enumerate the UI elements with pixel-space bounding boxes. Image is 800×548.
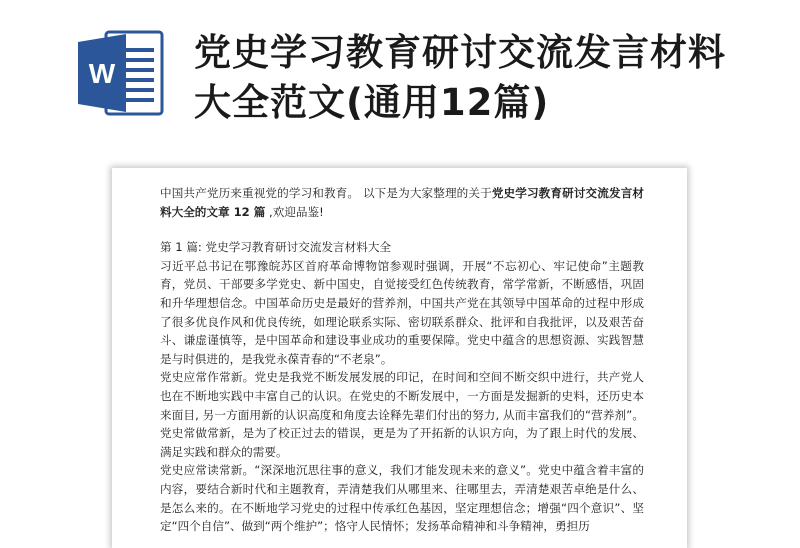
intro-suffix: ,欢迎品鉴! [265, 204, 324, 219]
body-paragraph-3: 党史应常读常新。“深深地沉思往事的意义，我们才能发现未来的意义”。党史中蕴含着丰富的内容，要结合新时代和主题教育，弄清楚我们从哪里来、往哪里去，弄清楚艰苦卓绝是什么、是怎么来的。在不断地学习党史的过程中传承红色基因，坚定理想信念；增强“四个意识”、坚定“四个自信”、做到“两个维护”；恪守人民情怀；发扬革命精神和斗争精神，勇担历 [160, 463, 644, 534]
body-paragraph-1: 习近平总书记在鄂豫皖苏区首府革命博物馆参观时强调，开展“不忘初心、牢记使命”主题教育，党员、干部要多学党史、新中国史，自觉接受红色传统教育，常学常新，不断感悟，巩固和升华理想信念。中国革命历史是最好的营养剂，中国共产党在其领导中国革命的过程中形成了很多优良作风和优良传统，如理论联系实际、密切联系群众、批评和自我批评，以及艰苦奋斗、谦虚谨慎等，是中国革命和建设事业成功的重要保障。党史中蕴含的思想资源、实践智慧是与时俱进的，是我党永葆青春的“不老泉”。 [160, 258, 644, 366]
header [0, 0, 800, 160]
word-icon-letter: W [88, 58, 116, 89]
intro-prefix: 中国共产党历来重视党的学习和教育。 以下是为大家整理的关于 [160, 186, 492, 200]
page-title [194, 28, 784, 128]
word-document-icon [76, 30, 166, 116]
paragraph-gap [160, 221, 644, 238]
body-paragraph-2: 党史应常作常新。党史是我党不断发展发展的印记，在时间和空间不断交织中进行，共产党人也在不断地实践中丰富自己的认识。在党史的不断发展中，一方面是发掘新的史料，还历史本来面目, 另一方面用新的认识高度和角度去诠释先辈们付出的努力, 从而丰富我们的“营养剂”。党史常做常新，是为了校正过去的错误，更是为了开拓新的认识方向，为了跟上时代的发展、满足实践和群众的需要。 [160, 370, 644, 459]
document-body [160, 184, 644, 536]
document-page [112, 168, 687, 548]
intro-bold-title: 党史学习教育研讨交流发言材料大全的文章 12 篇 [160, 186, 644, 219]
intro-paragraph [160, 184, 644, 221]
title-line-1: 党史学习教育研讨交流发言材料 [194, 31, 726, 74]
title-line-2: 大全范文(通用12篇) [194, 81, 550, 124]
section-heading: 第 1 篇: 党史学习教育研讨交流发言材料大全 [160, 240, 392, 255]
